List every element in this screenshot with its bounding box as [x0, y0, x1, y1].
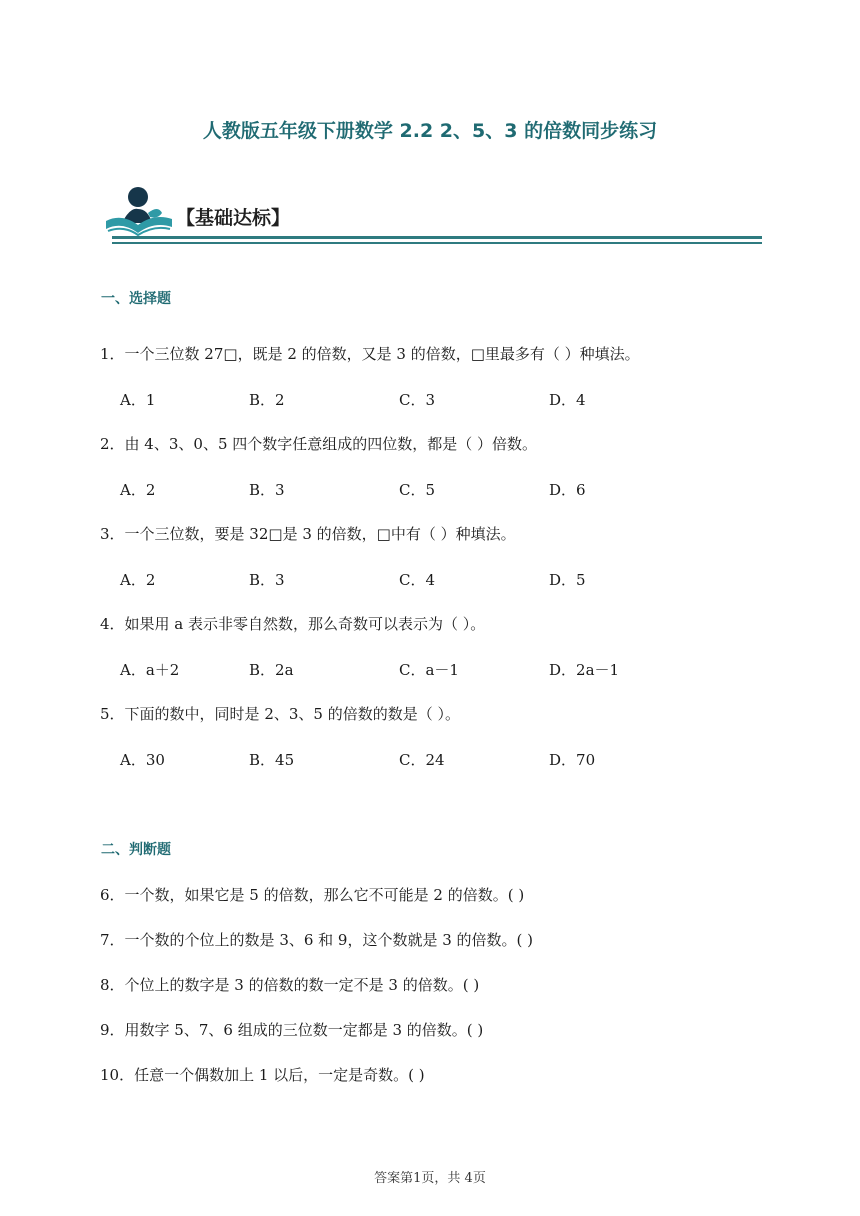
page-footer: 答案第1页，共 4页: [374, 1171, 486, 1186]
q2-option-d: D．6: [549, 481, 586, 499]
q1-option-b: B．2: [249, 391, 285, 409]
q4-option-a: A．a＋2: [120, 661, 180, 679]
q2-option-a: A．2: [120, 481, 156, 499]
section-heading-choice: 一、选择题: [101, 291, 171, 307]
q5-option-c: C．24: [399, 751, 445, 769]
q5-option-a: A．30: [120, 751, 165, 769]
q3-option-c: C．4: [399, 571, 436, 589]
q3-option-d: D．5: [549, 571, 586, 589]
question-1: 1．一个三位数 27□，既是 2 的倍数，又是 3 的倍数，□里最多有（ ）种填法。: [100, 345, 640, 363]
reading-person-icon: [100, 183, 176, 243]
q1-option-d: D．4: [549, 391, 586, 409]
q1-option-a: A．1: [120, 391, 156, 409]
question-3: 3．一个三位数，要是 32□是 3 的倍数，□中有（ ）种填法。: [100, 525, 516, 543]
question-6: 6．一个数，如果它是 5 的倍数，那么它不可能是 2 的倍数。( ): [100, 886, 525, 904]
question-5: 5．下面的数中，同时是 2、3、5 的倍数的数是（ ）。: [100, 705, 460, 723]
q3-option-b: B．3: [249, 571, 285, 589]
question-4: 4．如果用 a 表示非零自然数，那么奇数可以表示为（ ）。: [100, 615, 486, 633]
q4-option-c: C．a－1: [399, 661, 459, 679]
q5-option-d: D．70: [549, 751, 596, 769]
question-9: 9．用数字 5、7、6 组成的三位数一定都是 3 的倍数。( ): [100, 1021, 484, 1039]
q1-option-c: C．3: [399, 391, 436, 409]
q5-option-b: B．45: [249, 751, 295, 769]
page-title: 人教版五年级下册数学 2.2 2、5、3 的倍数同步练习: [202, 120, 658, 142]
section-heading-judgement: 二、判断题: [101, 842, 171, 858]
q3-option-a: A．2: [120, 571, 156, 589]
banner-divider-top: [112, 236, 762, 239]
question-10: 10．任意一个偶数加上 1 以后，一定是奇数。( ): [100, 1066, 425, 1084]
question-7: 7．一个数的个位上的数是 3、6 和 9，这个数就是 3 的倍数。( ): [100, 931, 534, 949]
q2-option-b: B．3: [249, 481, 285, 499]
question-2: 2．由 4、3、0、5 四个数字任意组成的四位数，都是（ ）倍数。: [100, 435, 538, 453]
q4-option-d: D．2a－1: [549, 661, 620, 679]
banner-divider-bottom: [112, 242, 762, 244]
q4-option-b: B．2a: [249, 661, 294, 679]
section-banner-label: 【基础达标】: [176, 207, 291, 229]
q2-option-c: C．5: [399, 481, 436, 499]
question-8: 8．个位上的数字是 3 的倍数的数一定不是 3 的倍数。( ): [100, 976, 480, 994]
